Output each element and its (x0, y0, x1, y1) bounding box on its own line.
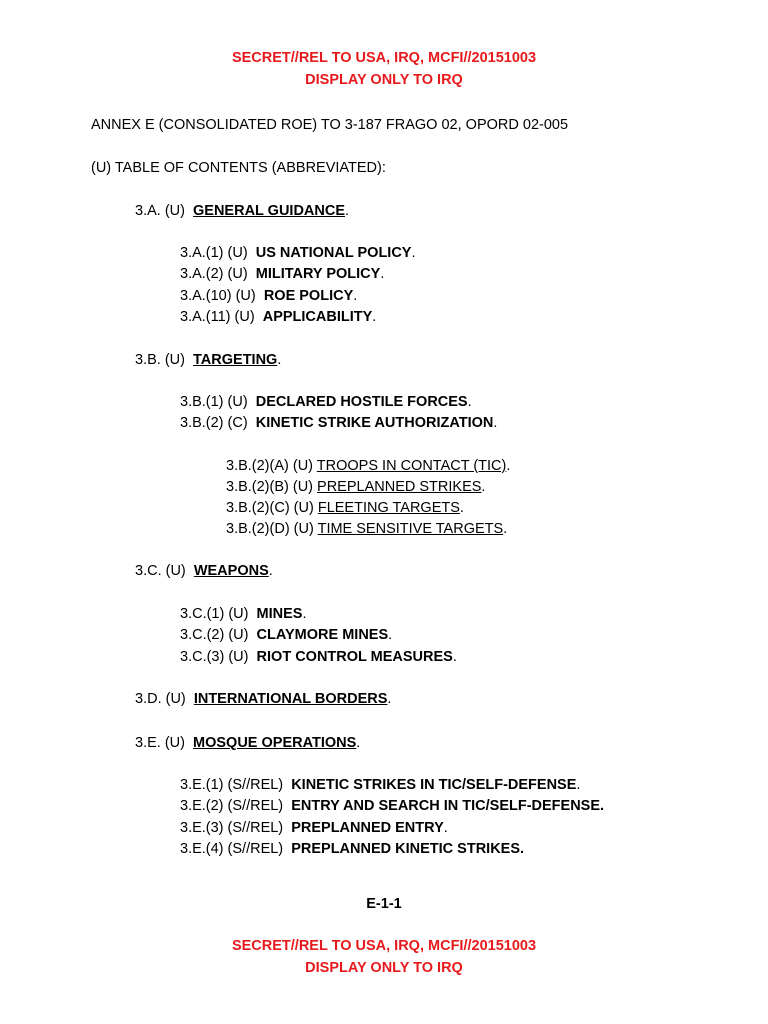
toc-entry-label: WEAPONS (193, 563, 269, 579)
toc-entry-tail: . (372, 309, 377, 325)
toc-entry-tail: . (388, 627, 393, 643)
toc-entry (180, 308, 376, 326)
toc-entry (180, 626, 392, 644)
toc-entry-tail: . (387, 691, 392, 707)
toc-entry-number: 3.B. (U) (135, 352, 185, 368)
toc-entry-label: DECLARED HOSTILE FORCES (255, 394, 468, 410)
page-number: E-1-1 (366, 896, 402, 912)
toc-entry (135, 351, 281, 369)
document-title: ANNEX E (CONSOLIDATED ROE) TO 3-187 FRAGO 02, OPORD 02-005 (91, 117, 569, 133)
toc-entry-number: 3.B.(2)(D) (U) (226, 521, 314, 537)
toc-entry-label: PREPLANNED KINETIC STRIKES. (291, 841, 525, 857)
toc-entry-label: MILITARY POLICY (255, 266, 381, 282)
toc-entry (180, 648, 457, 666)
toc-entry-tail: . (380, 266, 385, 282)
toc-entry-label: GENERAL GUIDANCE (193, 203, 346, 219)
toc-entry-label: CLAYMORE MINES (256, 627, 389, 643)
toc-entry (226, 457, 510, 475)
toc-entry-number: 3.B.(2)(B) (U) (226, 479, 313, 495)
toc-entry (226, 520, 507, 538)
toc-entry-tail: . (356, 735, 361, 751)
toc-entry-label: KINETIC STRIKES IN TIC/SELF-DEFENSE (291, 777, 577, 793)
toc-entry-number: 3.B.(2)(C) (U) (226, 500, 314, 516)
toc-entry-number: 3.C.(3) (U) (180, 649, 249, 665)
toc-entry (180, 605, 307, 623)
toc-entry-label: TROOPS IN CONTACT (TIC) (316, 458, 507, 474)
toc-entry-number: 3.D. (U) (135, 691, 186, 707)
header-classification: SECRET//REL TO USA, IRQ, MCFI//20151003 (231, 50, 537, 66)
toc-entry-number: 3.E.(4) (S//REL) (180, 841, 284, 857)
toc-entry-label: PREPLANNED ENTRY (291, 820, 444, 836)
toc-entry-tail: . (467, 394, 472, 410)
toc-entry-tail: . (503, 521, 508, 537)
toc-entry-tail: . (493, 415, 498, 431)
toc-entry (180, 797, 604, 815)
toc-entry-label: US NATIONAL POLICY (255, 245, 412, 261)
toc-entry-label: RIOT CONTROL MEASURES (256, 649, 453, 665)
toc-entry-number: 3.E.(3) (S//REL) (180, 820, 284, 836)
toc-entry-number: 3.E.(2) (S//REL) (180, 798, 284, 814)
toc-entry-number: 3.E.(1) (S//REL) (180, 777, 284, 793)
toc-entry-number: 3.A.(11) (U) (180, 309, 255, 325)
toc-entry-tail: . (459, 500, 464, 516)
toc-entry (180, 819, 448, 837)
toc-entry (180, 393, 472, 411)
toc-entry (180, 287, 357, 305)
toc-entry (226, 499, 464, 517)
toc-entry-number: 3.C. (U) (135, 563, 186, 579)
toc-entry (135, 690, 391, 708)
toc-entry-tail: . (345, 203, 350, 219)
toc-entry (180, 265, 384, 283)
toc-entry-number: 3.A.(2) (U) (180, 266, 248, 282)
toc-entry-tail: . (268, 563, 273, 579)
header-dissemination: DISPLAY ONLY TO IRQ (305, 72, 463, 88)
toc-entry (135, 202, 349, 220)
toc-entry (180, 414, 497, 432)
toc-entry-label: INTERNATIONAL BORDERS (193, 691, 388, 707)
toc-entry-label: APPLICABILITY (262, 309, 373, 325)
toc-entry-label: PREPLANNED STRIKES (317, 479, 482, 495)
toc-entry-tail: . (576, 777, 581, 793)
toc-entry-tail: . (452, 649, 457, 665)
toc-entry-number: 3.A. (U) (135, 203, 185, 219)
toc-entry-number: 3.C.(2) (U) (180, 627, 249, 643)
footer-classification: SECRET//REL TO USA, IRQ, MCFI//20151003 (231, 938, 537, 954)
toc-heading: (U) TABLE OF CONTENTS (ABBREVIATED): (91, 160, 386, 176)
toc-entry (135, 562, 273, 580)
toc-entry (135, 734, 360, 752)
toc-entry (180, 244, 416, 262)
toc-entry-number: 3.C.(1) (U) (180, 606, 249, 622)
toc-entry-label: ENTRY AND SEARCH IN TIC/SELF-DEFENSE. (291, 798, 605, 814)
toc-entry-tail: . (302, 606, 307, 622)
toc-entry (180, 776, 580, 794)
toc-entry-label: MINES (256, 606, 303, 622)
toc-entry (180, 840, 524, 858)
toc-entry (226, 478, 485, 496)
toc-entry-tail: . (506, 458, 511, 474)
toc-entry-tail: . (277, 352, 282, 368)
toc-entry-number: 3.B.(2)(A) (U) (226, 458, 313, 474)
toc-entry-number: 3.A.(1) (U) (180, 245, 248, 261)
toc-entry-label: MOSQUE OPERATIONS (193, 735, 357, 751)
toc-entry-label: KINETIC STRIKE AUTHORIZATION (255, 415, 494, 431)
toc-entry-number: 3.A.(10) (U) (180, 288, 256, 304)
footer-dissemination: DISPLAY ONLY TO IRQ (305, 960, 463, 976)
toc-entry-tail: . (481, 479, 486, 495)
toc-entry-number: 3.B.(2) (C) (180, 415, 248, 431)
toc-entry-label: TARGETING (193, 352, 278, 368)
toc-entry-number: 3.E. (U) (135, 735, 185, 751)
toc-entry-label: FLEETING TARGETS (317, 500, 460, 516)
toc-entry-tail: . (411, 245, 416, 261)
toc-entry-tail: . (443, 820, 448, 836)
toc-entry-tail: . (353, 288, 358, 304)
toc-entry-label: TIME SENSITIVE TARGETS (317, 521, 504, 537)
toc-entry-label: ROE POLICY (263, 288, 354, 304)
toc-entry-number: 3.B.(1) (U) (180, 394, 248, 410)
